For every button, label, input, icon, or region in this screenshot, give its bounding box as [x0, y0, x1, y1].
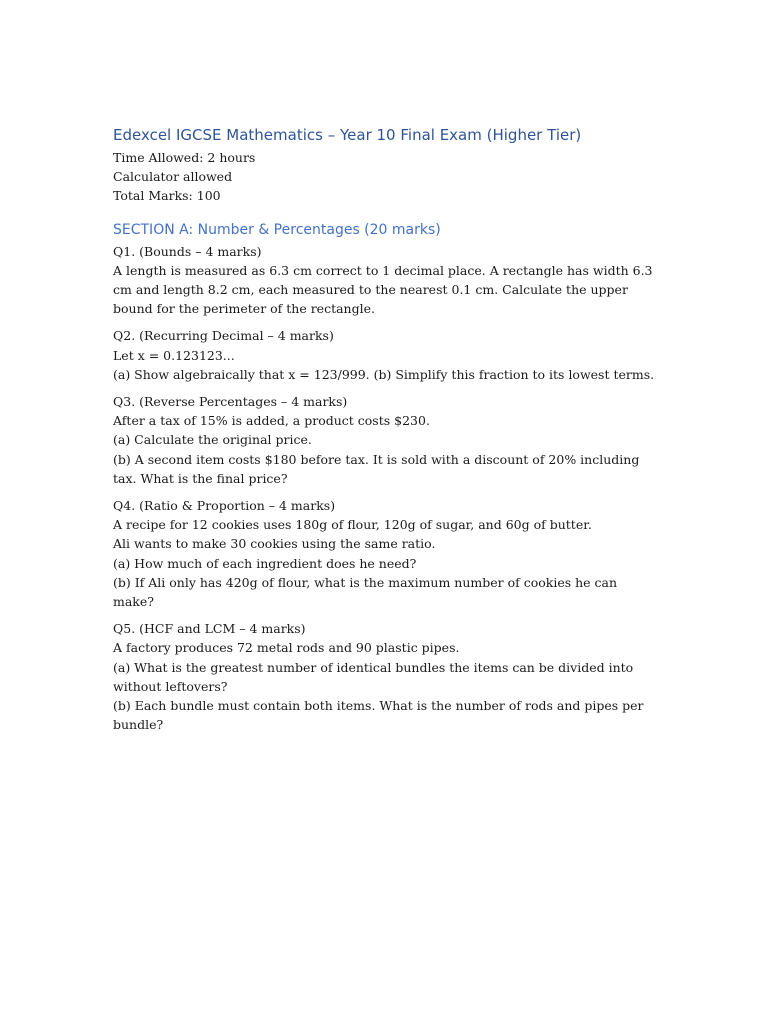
question-text: A recipe for 12 cookies uses 180g of flour, 120g of sugar, and 60g of butter. [113, 517, 592, 533]
question-text: (b) A second item costs $180 before tax. It is sold with a discount of 20% including tax. What is the final price? [113, 451, 640, 486]
exam-page [113, 124, 658, 742]
question-text: (a) Show algebraically that x = 123/999. (b) Simplify this fraction to its lowest terms. [113, 366, 655, 382]
question-3 [113, 392, 658, 488]
question-text: (a) How much of each ingredient does he need? [113, 555, 417, 571]
time-allowed: Time Allowed: 2 hours [113, 150, 256, 165]
total-marks: Total Marks: 100 [113, 188, 221, 204]
section-a-heading: SECTION A: Number & Percentages (20 marks) [113, 221, 441, 238]
question-1 [113, 242, 658, 319]
question-2 [113, 326, 658, 384]
question-header: Q4. (Ratio & Proportion – 4 marks) [113, 498, 336, 514]
question-text: Ali wants to make 30 cookies using the same ratio. [113, 536, 436, 552]
question-header: Q1. (Bounds – 4 marks) [113, 243, 262, 259]
question-text: A factory produces 72 metal rods and 90 plastic pipes. [113, 640, 460, 656]
question-text: (a) What is the greatest number of identical bundles the items can be divided into without leftovers? [113, 659, 634, 694]
question-header: Q2. (Recurring Decimal – 4 marks) [113, 328, 334, 344]
document-title: Edexcel IGCSE Mathematics – Year 10 Final Exam (Higher Tier) [113, 126, 582, 144]
question-text: (b) If Ali only has 420g of flour, what is the maximum number of cookies he can make? [113, 574, 618, 610]
question-text: (a) Calculate the original price. [113, 432, 312, 448]
question-text: After a tax of 15% is added, a product costs $230. [113, 413, 430, 429]
question-header: Q5. (HCF and LCM – 4 marks) [113, 621, 306, 637]
calculator-note: Calculator allowed [113, 169, 233, 185]
question-4 [113, 496, 658, 611]
question-text: Let x = 0.123123... [113, 347, 235, 363]
question-text: (b) Each bundle must contain both items. What is the number of rods and pipes per bundle? [113, 698, 644, 733]
question-5 [113, 619, 658, 734]
question-header: Q3. (Reverse Percentages – 4 marks) [113, 394, 348, 410]
question-text: A length is measured as 6.3 cm correct to 1 decimal place. A rectangle has width 6.3 cm and length 8.2 cm, each measured to the nearest 0.1 cm. Calculate the upper bound for the perimeter of the rectangle. [113, 262, 653, 317]
